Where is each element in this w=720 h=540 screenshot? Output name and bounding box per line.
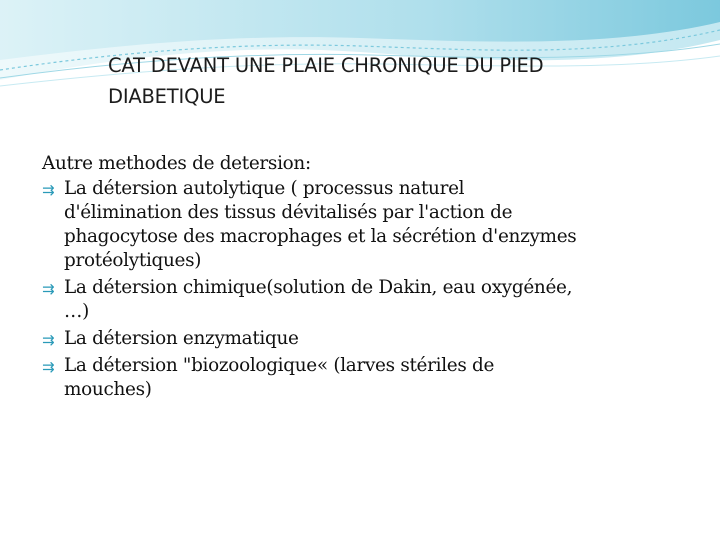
bullet-line: d'élimination des tissus dévitalisés par l'action de <box>64 202 513 223</box>
bullet-line: La détersion chimique(solution de Dakin, eau oxygénée, <box>64 277 573 298</box>
dotted-arrow-icon: ⇉ <box>42 331 55 349</box>
bullet-line: protéolytiques) <box>64 250 202 271</box>
bullet-item <box>42 177 702 273</box>
title-line-1: CAT DEVANT UNE PLAIE CHRONIQUE DU PIED <box>108 54 544 77</box>
bullet-line: phagocytose des macrophages et la sécrétion d'enzymes <box>64 226 577 247</box>
intro-text: Autre methodes de detersion: <box>42 153 311 174</box>
dotted-arrow-icon: ⇉ <box>42 280 55 298</box>
bullet-line: La détersion "biozoologique« (larves stériles de <box>64 355 495 376</box>
bullet-item <box>42 327 702 351</box>
bullet-line: La détersion enzymatique <box>64 328 299 349</box>
dotted-arrow-icon: ⇉ <box>42 358 55 376</box>
slide-body <box>42 150 702 402</box>
bullet-line: …) <box>64 301 89 322</box>
slide-title <box>108 50 688 112</box>
dotted-arrow-icon: ⇉ <box>42 181 55 199</box>
title-line-2: DIABETIQUE <box>108 85 226 108</box>
bullet-line: mouches) <box>64 379 152 400</box>
bullet-item <box>42 354 702 402</box>
bullet-line: La détersion autolytique ( processus naturel <box>64 178 465 199</box>
bullet-item <box>42 276 702 324</box>
